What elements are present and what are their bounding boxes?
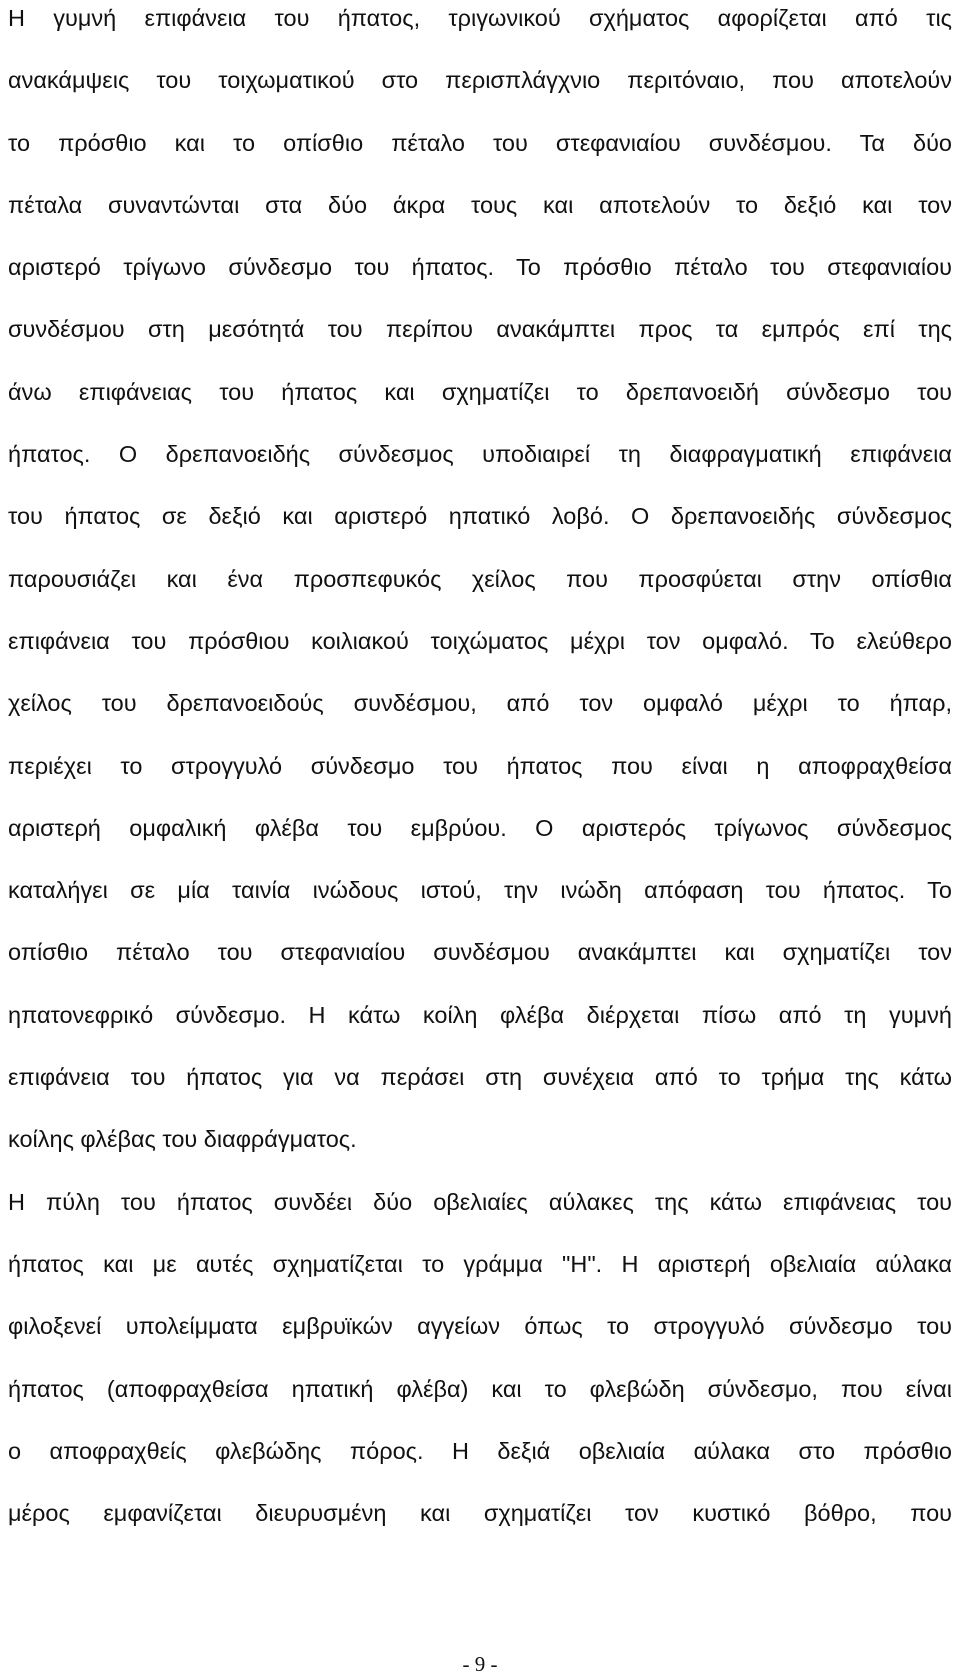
text-line: φιλοξενεί υπολείμματα εμβρυϊκών αγγείων όπως το στρογγυλό σύνδεσμο του (8, 1313, 952, 1340)
text-line: ανακάμψεις του τοιχωματικού στο περισπλάγχνιο περιτόναιο, που αποτελούν (8, 67, 952, 94)
text-line: του ήπατος σε δεξιό και αριστερό ηπατικό λοβό. Ο δρεπανοειδής σύνδεσμος (8, 503, 952, 530)
body-text (8, 0, 952, 1557)
text-line: επιφάνεια του πρόσθιου κοιλιακού τοιχώματος μέχρι τον ομφαλό. Το ελεύθερο (8, 627, 952, 654)
paragraph-2 (8, 1184, 952, 1558)
paragraph-1 (8, 0, 952, 1184)
text-line: αριστερό τρίγωνο σύνδεσμο του ήπατος. Το πρόσθιο πέταλο του στεφανιαίου (8, 254, 952, 281)
text-line: περιέχει το στρογγυλό σύνδεσμο του ήπατος που είναι η αποφραχθείσα (8, 752, 952, 779)
text-line: χείλος του δρεπανοειδούς συνδέσμου, από τον ομφαλό μέχρι το ήπαρ, (8, 690, 952, 717)
text-line: πέταλα συναντώνται στα δύο άκρα τους και αποτελούν το δεξιό και τον (8, 191, 952, 218)
text-line: Η γυμνή επιφάνεια του ήπατος, τριγωνικού σχήματος αφορίζεται από τις (8, 5, 952, 31)
text-line: Η πύλη του ήπατος συνδέει δύο οβελιαίες αύλακες της κάτω επιφάνειας του (8, 1188, 952, 1215)
text-line: άνω επιφάνειας του ήπατος και σχηματίζει το δρεπανοειδή σύνδεσμο του (8, 378, 952, 405)
text-line: ήπατος. Ο δρεπανοειδής σύνδεσμος υποδιαιρεί τη διαφραγματική επιφάνεια (8, 441, 952, 468)
text-line: οπίσθιο πέταλο του στεφανιαίου συνδέσμου ανακάμπτει και σχηματίζει τον (8, 939, 952, 966)
text-line: ο αποφραχθείς φλεβώδης πόρος. Η δεξιά οβελιαία αύλακα στο πρόσθιο (8, 1437, 952, 1464)
text-line: ήπατος (αποφραχθείσα ηπατική φλέβα) και το φλεβώδη σύνδεσμο, που είναι (8, 1375, 952, 1402)
page-number: - 9 - (462, 1652, 498, 1676)
text-line: κοίλης φλέβας του διαφράγματος. (8, 1126, 357, 1153)
text-line: ήπατος και με αυτές σχηματίζεται το γράμμα "Η". Η αριστερή οβελιαία αύλακα (8, 1250, 952, 1277)
text-line: μέρος εμφανίζεται διευρυσμένη και σχηματίζει τον κυστικό βόθρο, που (8, 1500, 952, 1527)
text-line: επιφάνεια του ήπατος για να περάσει στη συνέχεια από το τρήμα της κάτω (8, 1064, 952, 1091)
text-line: ηπατονεφρικό σύνδεσμο. Η κάτω κοίλη φλέβα διέρχεται πίσω από τη γυμνή (8, 1001, 952, 1028)
text-line: συνδέσμου στη μεσότητά του περίπου ανακάμπτει προς τα εμπρός επί της (8, 316, 952, 343)
text-line: καταλήγει σε μία ταινία ινώδους ιστού, την ινώδη απόφαση του ήπατος. Το (8, 877, 952, 904)
text-line: παρουσιάζει και ένα προσπεφυκός χείλος που προσφύεται στην οπίσθια (8, 565, 952, 592)
text-line: αριστερή ομφαλική φλέβα του εμβρύου. Ο αριστερός τρίγωνος σύνδεσμος (8, 814, 952, 841)
text-line: το πρόσθιο και το οπίσθιο πέταλο του στεφανιαίου συνδέσμου. Τα δύο (8, 129, 952, 156)
